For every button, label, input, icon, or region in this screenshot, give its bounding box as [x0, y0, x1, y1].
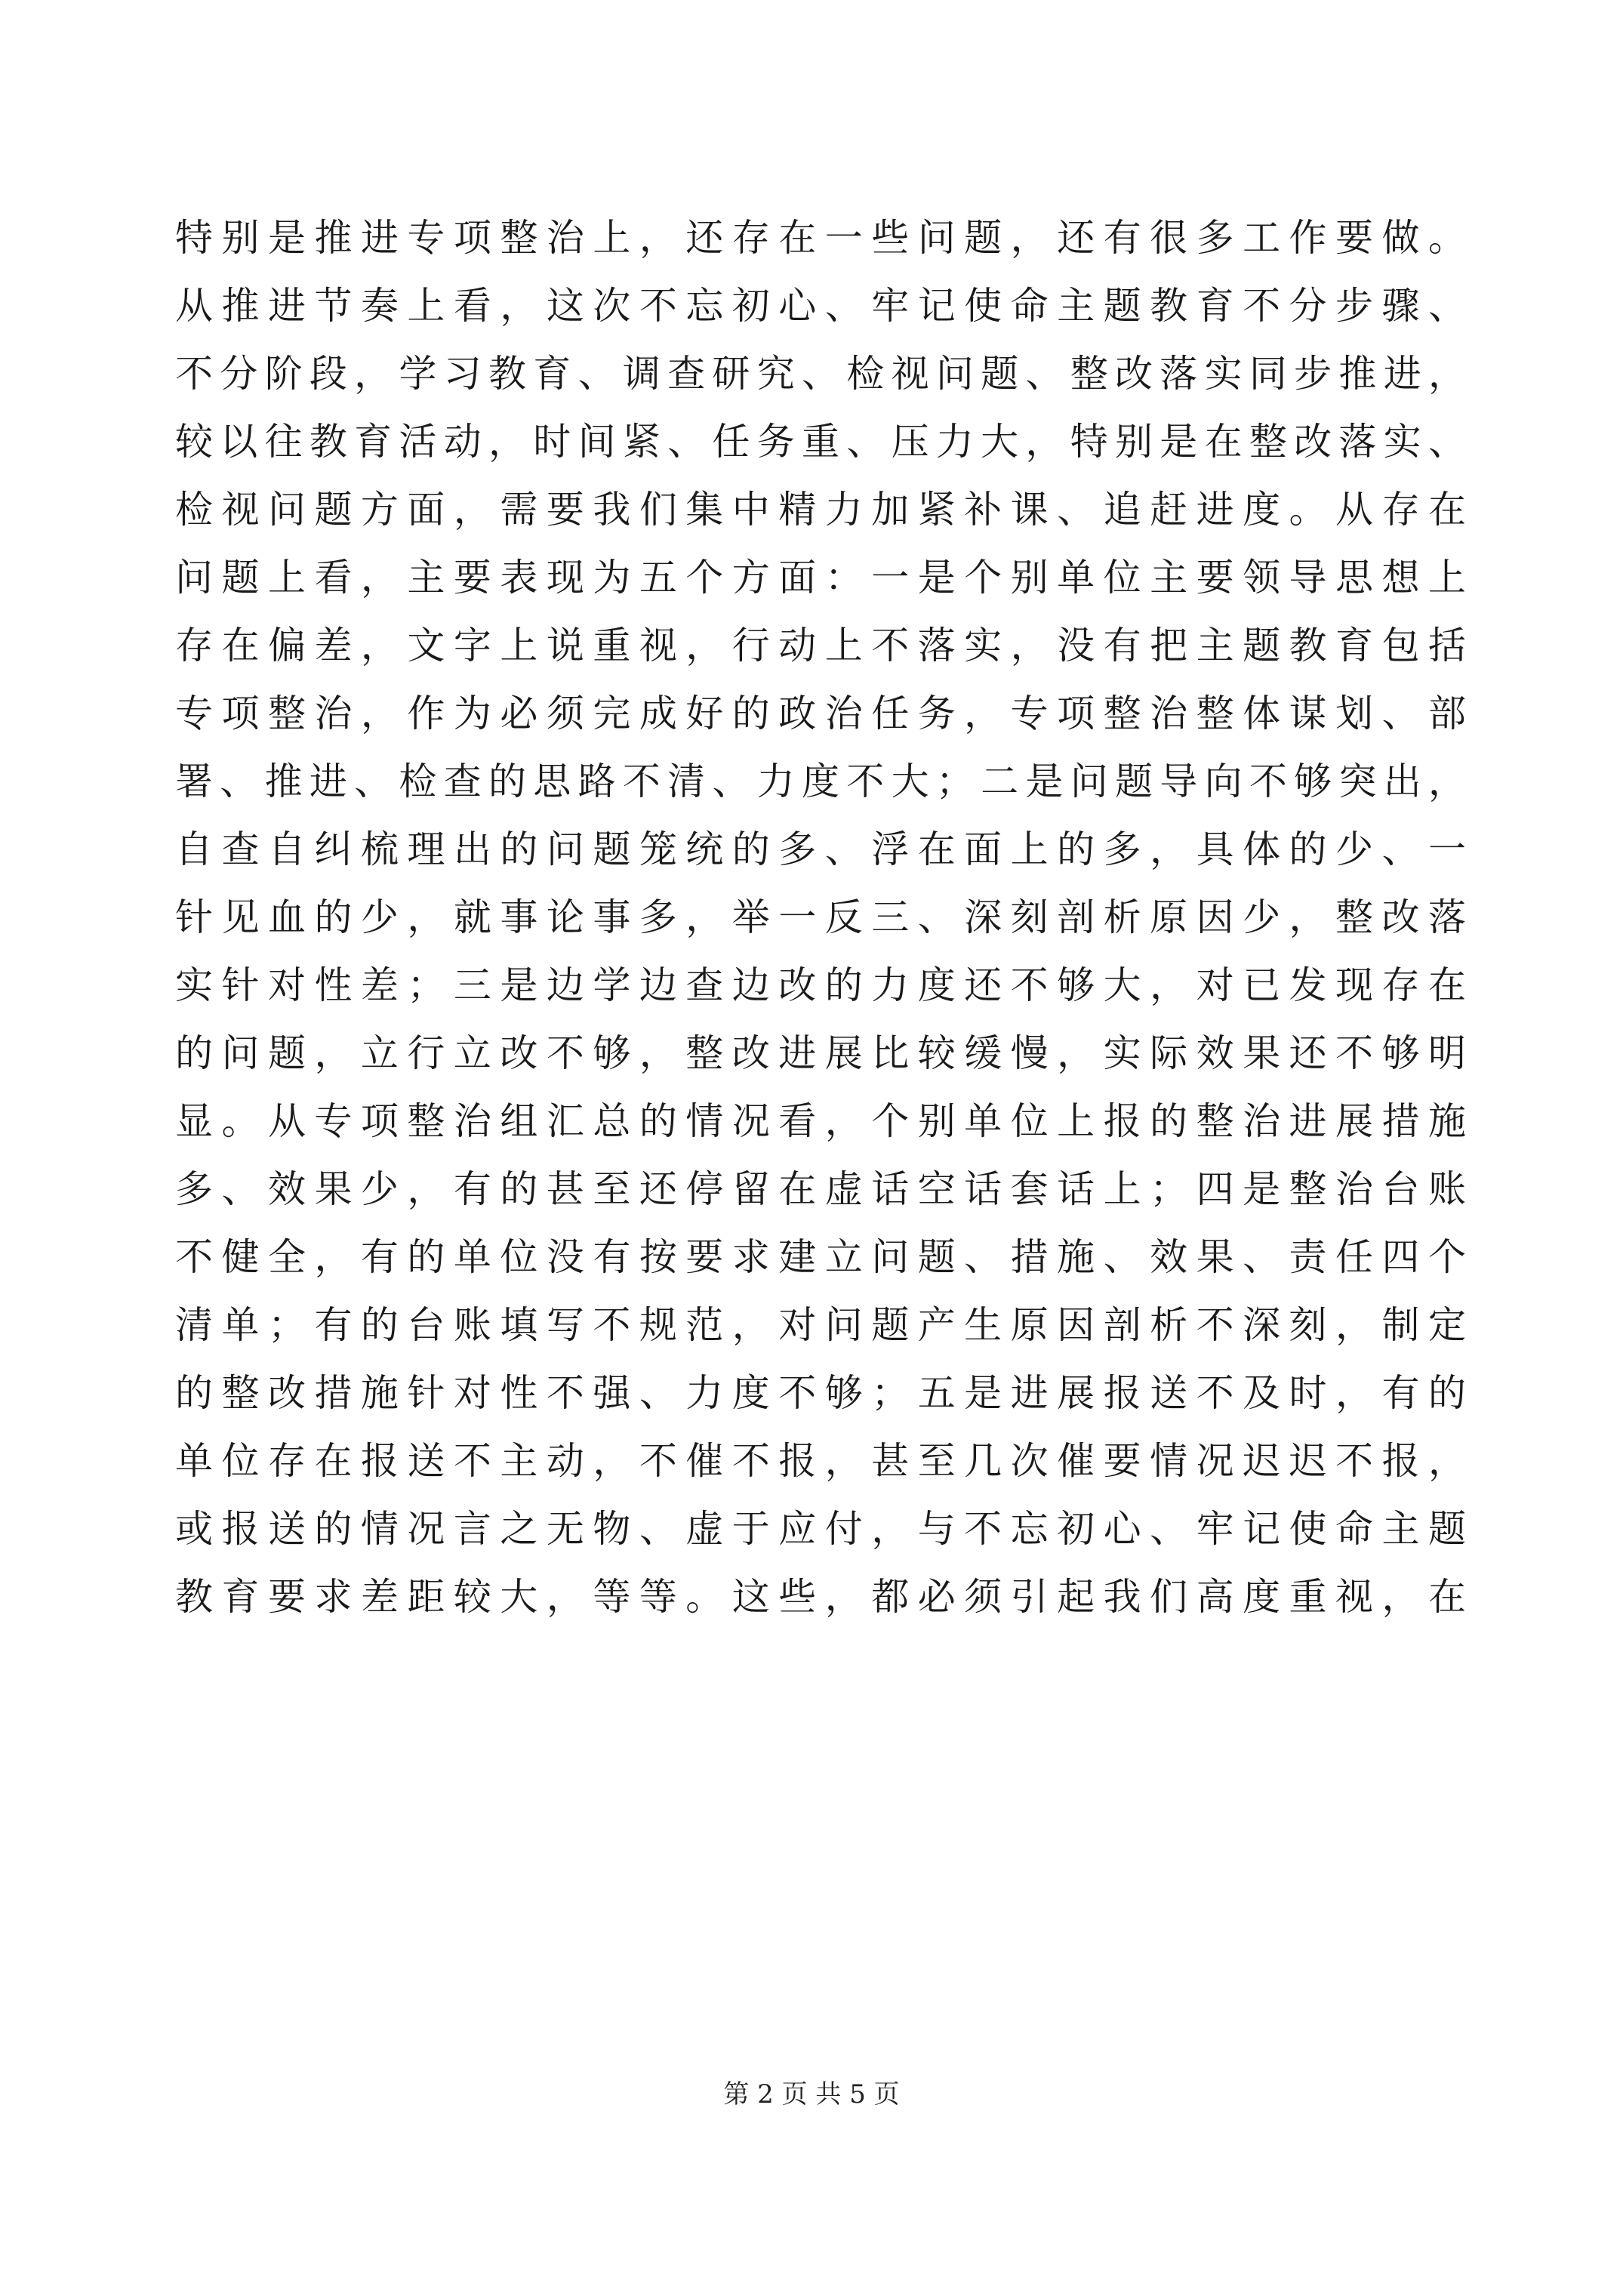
text-line: 自查自纠梳理出的问题笼统的多、浮在面上的多，具体的少、一 — [175, 827, 1466, 871]
text-line: 多、效果少，有的甚至还停留在虚话空话套话上；四是整治台账 — [175, 1167, 1466, 1211]
text-line: 专项整治，作为必须完成好的政治任务，专项整治整体谋划、部 — [175, 692, 1466, 735]
text-line: 或报送的情况言之无物、虚于应付，与不忘初心、牢记使命主题 — [175, 1507, 1466, 1551]
text-line: 清单；有的台账填写不规范，对问题产生原因剖析不深刻，制定 — [175, 1303, 1466, 1347]
text-line: 不健全，有的单位没有按要求建立问题、措施、效果、责任四个 — [175, 1235, 1466, 1279]
page-footer — [0, 2078, 1623, 2111]
text-line: 从推进节奏上看，这次不忘初心、牢记使命主题教育不分步骤、 — [175, 284, 1466, 328]
body-text — [175, 204, 1466, 1631]
text-line: 实针对性差；三是边学边查边改的力度还不够大，对已发现存在 — [175, 963, 1466, 1007]
text-line: 存在偏差，文字上说重视，行动上不落实，没有把主题教育包括 — [175, 624, 1466, 667]
text-line: 的整改措施针对性不强、力度不够；五是进展报送不及时，有的 — [175, 1371, 1466, 1415]
text-line: 单位存在报送不主动，不催不报，甚至几次催要情况迟迟不报， — [175, 1439, 1466, 1483]
text-line: 显。从专项整治组汇总的情况看，个别单位上报的整治进展措施 — [175, 1099, 1466, 1143]
text-line: 不分阶段，学习教育、调查研究、检视问题、整改落实同步推进， — [175, 352, 1466, 396]
text-line: 教育要求差距较大，等等。这些，都必须引起我们高度重视，在 — [175, 1575, 1466, 1619]
page-number: 第 2 页 共 5 页 — [723, 2079, 900, 2110]
text-line: 针见血的少，就事论事多，举一反三、深刻剖析原因少，整改落 — [175, 895, 1466, 939]
text-line: 较以往教育活动，时间紧、任务重、压力大，特别是在整改落实、 — [175, 420, 1466, 464]
text-line: 署、推进、检查的思路不清、力度不大；二是问题导向不够突出， — [175, 760, 1466, 803]
text-line: 检视问题方面，需要我们集中精力加紧补课、追赶进度。从存在 — [175, 488, 1466, 532]
text-line: 问题上看，主要表现为五个方面：一是个别单位主要领导思想上 — [175, 556, 1466, 599]
text-line: 的问题，立行立改不够，整改进展比较缓慢，实际效果还不够明 — [175, 1031, 1466, 1075]
text-line: 特别是推进专项整治上，还存在一些问题，还有很多工作要做。 — [175, 216, 1466, 260]
